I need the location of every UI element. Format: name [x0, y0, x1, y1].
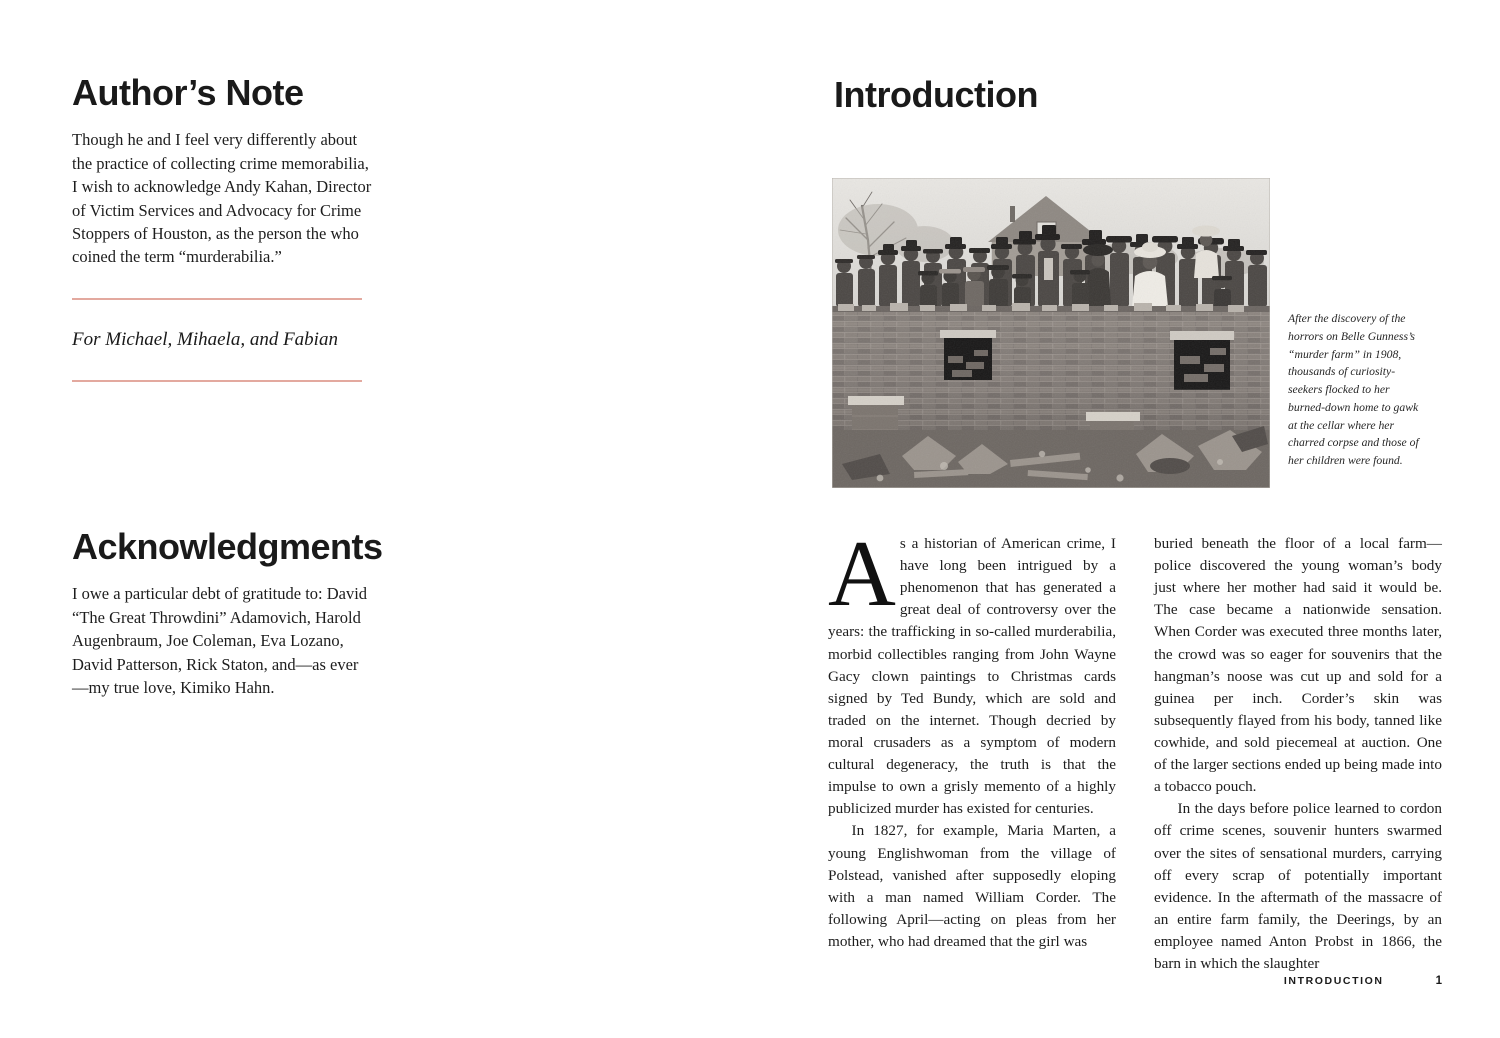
body-column-right [1154, 533, 1442, 975]
authors-note-section [72, 74, 372, 285]
body-paragraph-text: s a historian of American crime, I have long been intrigued by a phenomenon that has generated a great deal of controversy over the years: the trafficking in so-called murderabilia, morbid collectibles ranging from John Wayne Gacy clown paintings to Christmas cards signed by Ted Bundy, which are sold and traded on the internet. Though decried by moral crusaders as a symptom of modern cultural degeneracy, the truth is that the impulse to own a grisly memento of a highly publicized murder has existed for centuries. [828, 535, 1116, 818]
running-head: INTRODUCTION [1283, 975, 1384, 987]
introduction-heading: Introduction [834, 74, 1038, 115]
historical-photograph-graphic [832, 178, 1270, 488]
page-number: 1 [1435, 975, 1442, 987]
right-page [750, 0, 1500, 1038]
dedication-text: For Michael, Mihaela, and Fabian [72, 329, 338, 350]
body-paragraph: buried beneath the floor of a local farm—police discovered the young woman’s body just where her mother had said it would be. The case became a nationwide sensation. When Corder was executed three months later, the crowd was so eager for souvenirs that the hangman’s noose was cut up and sold for a guinea per inch. Corder’s skin was subsequently flayed from his body, tanned like cowhide, and sold piecemeal at auction. One of the larger sections ended up being made into a tobacco pouch. [1154, 535, 1442, 796]
acknowledgments-heading: Acknowledgments [72, 526, 383, 567]
article-body [828, 522, 1442, 973]
authors-note-body: Though he and I feel very differently about the practice of collecting crime memorabilia, I wish to acknowledge Andy Kahan, Director of Victim Services and Advocacy for Crime Stoppers of Houston, as the person the who coined the term “murderabilia.” [72, 130, 372, 267]
acknowledgments-section [72, 526, 383, 716]
figure-caption: After the discovery of the horrors on Belle Gunness’s “murder farm” in 1908, thousands of curiosity-seekers flocked to her burned-down home to gawk at the cellar where her charred corpse and those of her children were found. [1288, 312, 1419, 468]
dedication-section [72, 298, 362, 382]
dedication-rule-bottom [72, 380, 362, 382]
body-paragraph [828, 522, 1116, 820]
drop-cap-letter: A [828, 522, 896, 626]
acknowledgments-body: I owe a particular debt of gratitude to: David “The Great Throwdini” Adamovich, Harold Augenbraum, Joe Coleman, Eva Lozano, David Patterson, Rick Staton, and—as ever—my true love, Kimiko Hahn. [72, 584, 368, 697]
page-footer [828, 975, 1442, 987]
body-column-left [828, 522, 1116, 953]
authors-note-heading: Author’s Note [72, 72, 304, 113]
belle-gunness-murder-farm-photo [832, 178, 1270, 488]
body-paragraph: In 1827, for example, Maria Marten, a young Englishwoman from the village of Polstead, vanished after supposedly eloping with a man named William Corder. The following April—acting on pleas from her mother, who had dreamed that the girl was [828, 822, 1116, 950]
body-paragraph: In the days before police learned to cordon off crime scenes, souvenir hunters swarmed over the sites of sensational murders, carrying off every scrap of potentially important evidence. In the aftermath of the massacre of an entire farm family, the Deerings, by an employee named Anton Probst in 1866, the barn in which the slaughter [1154, 800, 1442, 973]
